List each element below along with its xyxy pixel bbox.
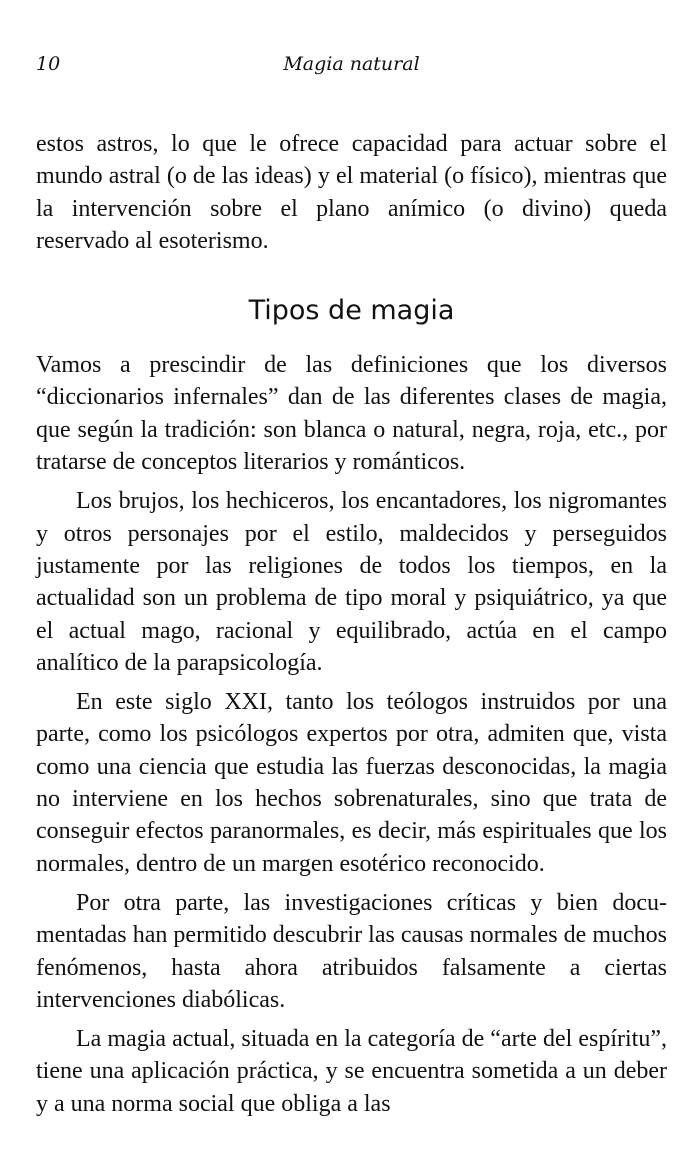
paragraph-1: Vamos a prescindir de las definiciones que los diversos “diccionarios infernales” dan de las diferentes clases de magia, que según la tradición: son blanca o natural, negra, roja, etc., por tratarse de conceptos literarios y románticos. [36, 352, 667, 476]
continuation-paragraph: estos astros, lo que le ofrece capacidad para actuar sobre el mundo astral (o de las ideas) y el material (o físico), mientras que la intervención sobre el plano anímico (o divino) queda reservado al esoterismo. [36, 131, 667, 254]
paragraph-2: Los brujos, los hechiceros, los encantadores, los nigromantes y otros personajes por el estilo, maldecidos y perseguidos justamente por las religiones de todos los tiempos, en la actualidad son un problema de tipo moral y psiquiátrico, ya que el actual mago, racional y equilibrado, actúa en el campo analítico de la parapsicología. [36, 488, 667, 676]
page-number: 10 [36, 53, 61, 75]
body-text [36, 128, 667, 1120]
section-heading: Tipos de magia [248, 295, 455, 327]
paragraph-5: La magia actual, situada en la categoría de “arte del espíritu”, tiene una aplicación práctica, y se encuentra sometida a un deber y a una norma social que obliga a las [36, 1026, 667, 1117]
paragraph-3: En este siglo XXI, tanto los teólogos instruidos por una parte, como los psicólogos expertos por otra, admiten que, vista como una ciencia que estudia las fuerzas desconocidas, la magia no interviene en los hechos sobrenaturales, sino que trata de conseguir efectos paranormales, es decir, más espirituales que los normales, dentro de un margen esotérico reconocido. [36, 689, 667, 877]
running-head [36, 52, 667, 76]
running-title: Magia natural [283, 53, 420, 75]
paragraph-4: Por otra parte, las investigaciones críticas y bien documentadas han permitido descubrir las causas normales de muchos fenómenos, hasta ahora atribuidos falsamente a ciertas intervenciones diabólicas. [36, 889, 667, 1013]
book-page [36, 0, 667, 1154]
